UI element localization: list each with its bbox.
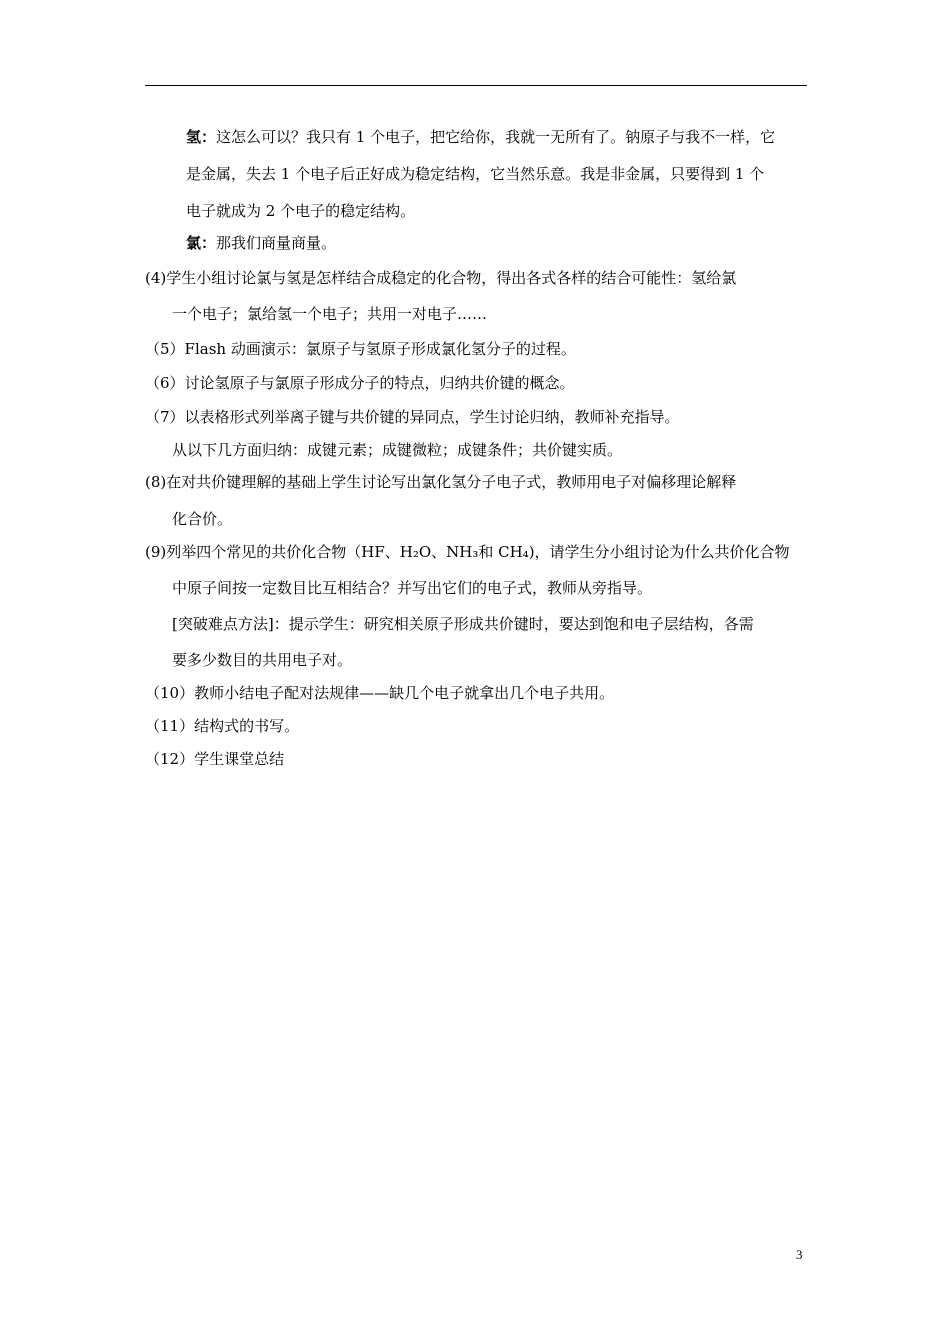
- step-4-line-1: (4)学生小组讨论氯与氢是怎样结合成稳定的化合物，得出各式各样的结合可能性：氢给氯: [145, 269, 737, 287]
- hydrogen-line-1: [186, 127, 775, 147]
- chlorine-text: 那我们商量商量。: [216, 234, 337, 252]
- step-9-line-4: 要多少数目的共用电子对。: [172, 651, 353, 669]
- step-9-line-2: 中原子间按一定数目比互相结合？并写出它们的电子式，教师从旁指导。: [172, 579, 653, 597]
- step-12: （12）学生课堂总结: [145, 750, 285, 768]
- step-9-line-3: [突破难点方法]：提示学生：研究相关原子形成共价键时，要达到饱和电子层结构，各需: [172, 615, 754, 633]
- hydrogen-speaker: 氢：: [186, 128, 217, 146]
- step-8-line-1: (8)在对共价键理解的基础上学生讨论写出氯化氢分子电子式，教师用电子对偏移理论解释: [145, 473, 737, 491]
- step-7-line-2: 从以下几方面归纳：成键元素；成键微粒；成键条件；共价键实质。: [172, 441, 623, 459]
- step-4-line-2: 一个电子；氯给氢一个电子；共用一对电子……: [172, 305, 488, 323]
- step-8-line-2: 化合价。: [172, 510, 233, 528]
- step-7-line-1: （7）以表格形式列举离子键与共价键的异同点，学生讨论归纳，教师补充指导。: [145, 408, 680, 426]
- page-number: 3: [796, 1247, 803, 1262]
- step-9-line-1: (9)列举四个常见的共价化合物（HF、H₂O、NH₃和 CH₄)，请学生分小组讨论为什么共价化合物: [145, 543, 790, 561]
- hydrogen-line-2: 是金属，失去 1 个电子后正好成为稳定结构，它当然乐意。我是非金属，只要得到 1 个: [186, 165, 765, 183]
- chlorine-line: [186, 233, 336, 253]
- chlorine-speaker: 氯：: [186, 234, 217, 252]
- hydrogen-line-3: 电子就成为 2 个电子的稳定结构。: [186, 202, 416, 220]
- header-rule: [145, 85, 807, 86]
- step-10: （10）教师小结电子配对法规律——缺几个电子就拿出几个电子共用。: [145, 684, 615, 702]
- step-6: （6）讨论氢原子与氯原子形成分子的特点，归纳共价键的概念。: [145, 374, 575, 392]
- hydrogen-text-1: 这怎么可以？我只有 1 个电子，把它给你，我就一无所有了。钠原子与我不一样，它: [216, 128, 776, 146]
- step-5: （5）Flash 动画演示：氯原子与氢原子形成氯化氢分子的过程。: [145, 340, 576, 358]
- step-11: （11）结构式的书写。: [145, 717, 300, 735]
